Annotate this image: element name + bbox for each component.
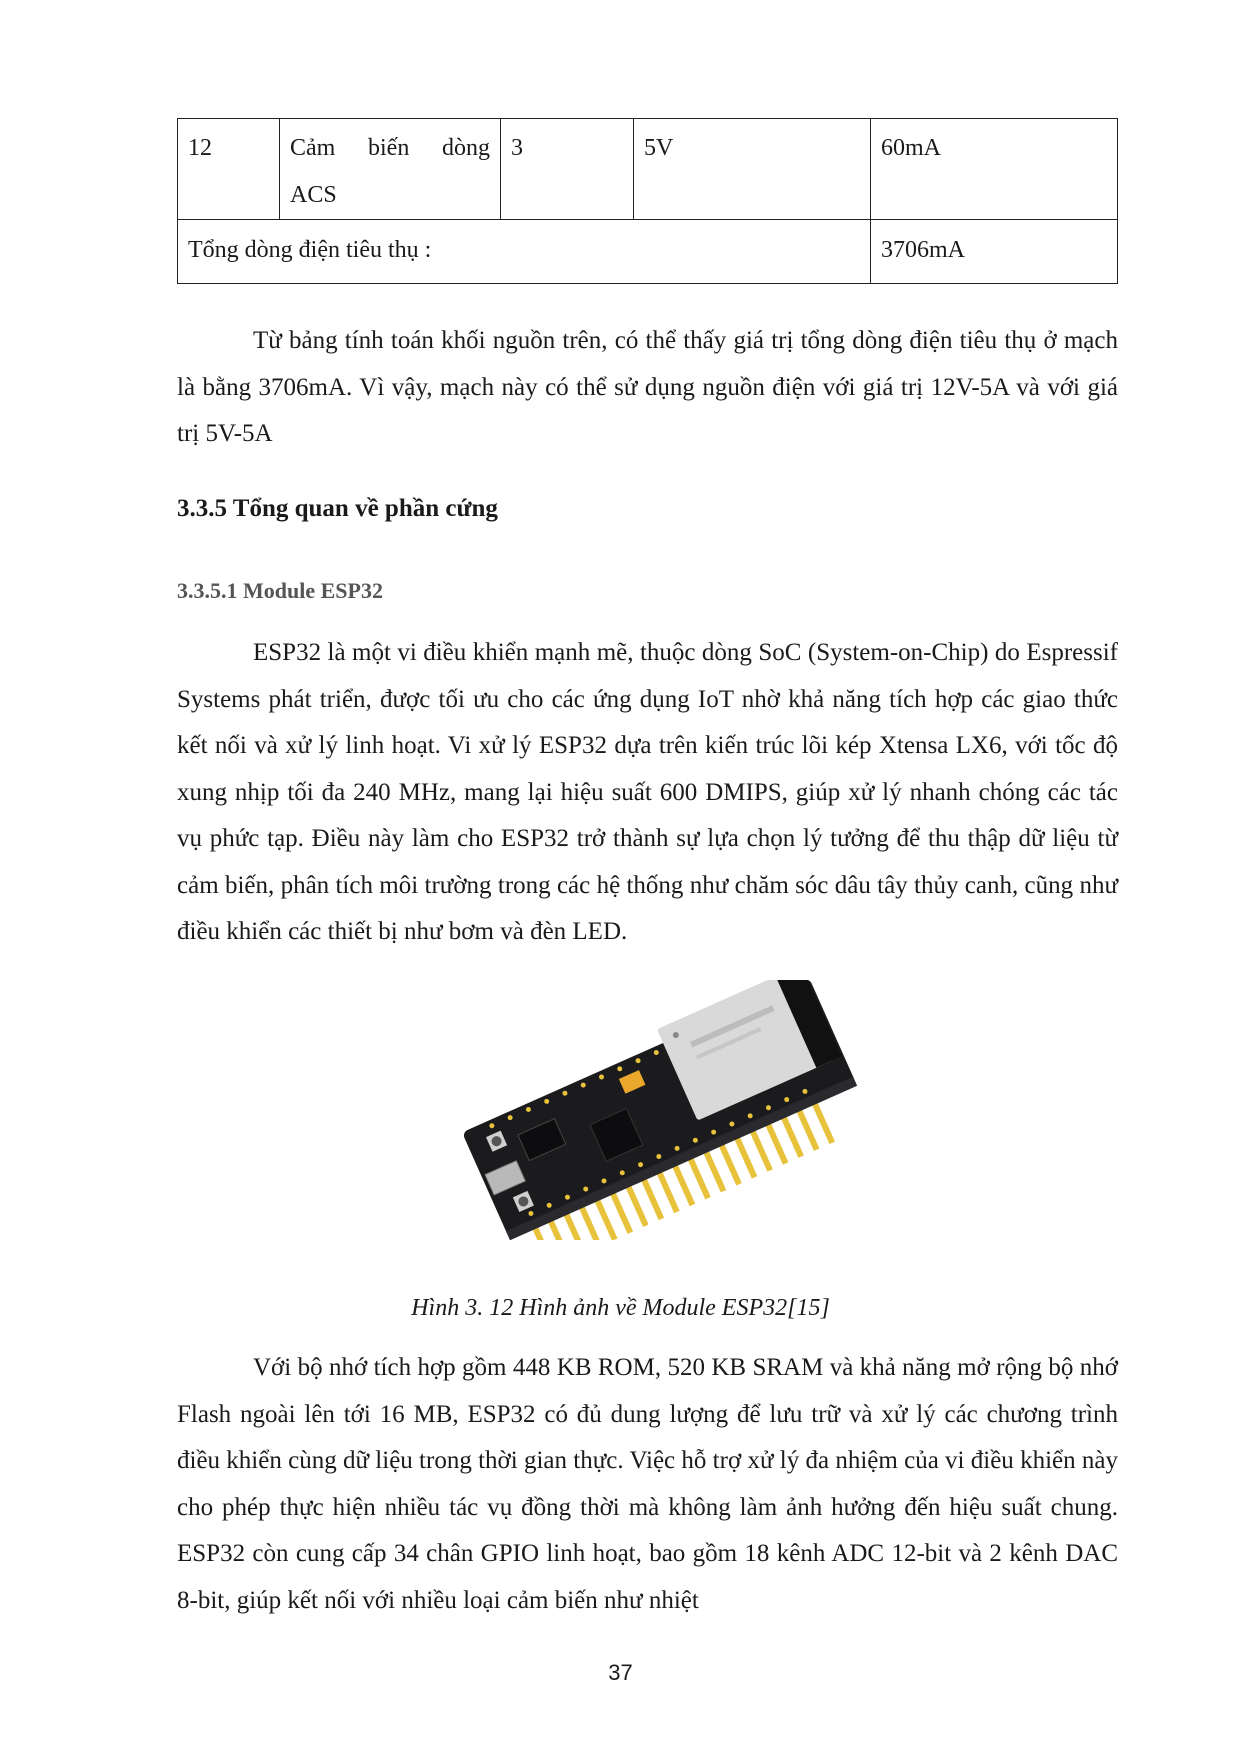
table-total-row xyxy=(178,220,1118,284)
paragraph-esp32-memory-text: Với bộ nhớ tích hợp gồm 448 KB ROM, 520 KB SRAM và khả năng mở rộng bộ nhớ Flash ngoài lên tới 16 MB, ESP32 có đủ dung lượng để lưu trữ và xử lý các chương trình điều khiển cùng dữ liệu trong thời gian thực. Việc hỗ trợ xử lý đa nhiệm của vi điều khiển này cho phép thực hiện nhiều tác vụ đồng thời mà không làm ảnh hưởng đến hiệu suất chung. ESP32 còn cung cấp 34 chân GPIO linh hoạt, bao gồm 18 kênh ADC 12-bit và 2 kênh DAC 8-bit, giúp kết nối với nhiều loại cảm biến như nhiệt xyxy=(177,1354,1118,1614)
cell-quantity: 3 xyxy=(501,119,634,220)
paragraph-esp32-intro-text: ESP32 là một vi điều khiển mạnh mẽ, thuộc dòng SoC (System-on-Chip) do Espressif Systems phát triển, được tối ưu cho các ứng dụng IoT nhờ khả năng tích hợp các giao thức kết nối và xử lý linh hoạt. Vi xử lý ESP32 dựa trên kiến trúc lõi kép Xtensa LX6, với tốc độ xung nhịp tối đa 240 MHz, mang lại hiệu suất 600 DMIPS, giúp xử lý nhanh chóng các tác vụ phức tạp. Điều này làm cho ESP32 trở thành sự lựa chọn lý tưởng để thu thập dữ liệu từ cảm biến, phân tích môi trường trong các hệ thống như chăm sóc dâu tây thủy canh, cũng như điều khiển các thiết bị như bơm và đèn LED. xyxy=(177,639,1118,945)
cell-no: 12 xyxy=(178,119,280,220)
subsection-heading: 3.3.5.1 Module ESP32 xyxy=(177,578,383,603)
paragraph-esp32-intro xyxy=(177,630,1118,956)
cell-component-line1: Cảm biến dòng xyxy=(290,135,490,161)
cell-component xyxy=(280,119,501,220)
total-label: Tổng dòng điện tiêu thụ : xyxy=(178,220,871,284)
paragraph-power-summary-text: Từ bảng tính toán khối nguồn trên, có thể thấy giá trị tổng dòng điện tiêu thụ ở mạch là bằng 3706mA. Vì vậy, mạch này có thể sử dụng nguồn điện với giá trị 12V-5A và với giá trị 5V-5A xyxy=(177,327,1118,447)
total-value: 3706mA xyxy=(871,220,1118,284)
esp32-board-image xyxy=(440,980,880,1240)
cell-component-line2: ACS xyxy=(290,182,337,208)
paragraph-esp32-memory xyxy=(177,1345,1118,1624)
cell-current: 60mA xyxy=(871,119,1118,220)
page-number: 37 xyxy=(608,1660,633,1685)
section-heading: 3.3.5 Tổng quan về phần cứng xyxy=(177,495,498,522)
power-consumption-table xyxy=(177,118,1118,284)
paragraph-power-summary xyxy=(177,318,1118,458)
figure-caption: Hình 3. 12 Hình ảnh về Module ESP32[15] xyxy=(411,1295,830,1321)
table-row xyxy=(178,119,1118,220)
cell-voltage: 5V xyxy=(634,119,871,220)
